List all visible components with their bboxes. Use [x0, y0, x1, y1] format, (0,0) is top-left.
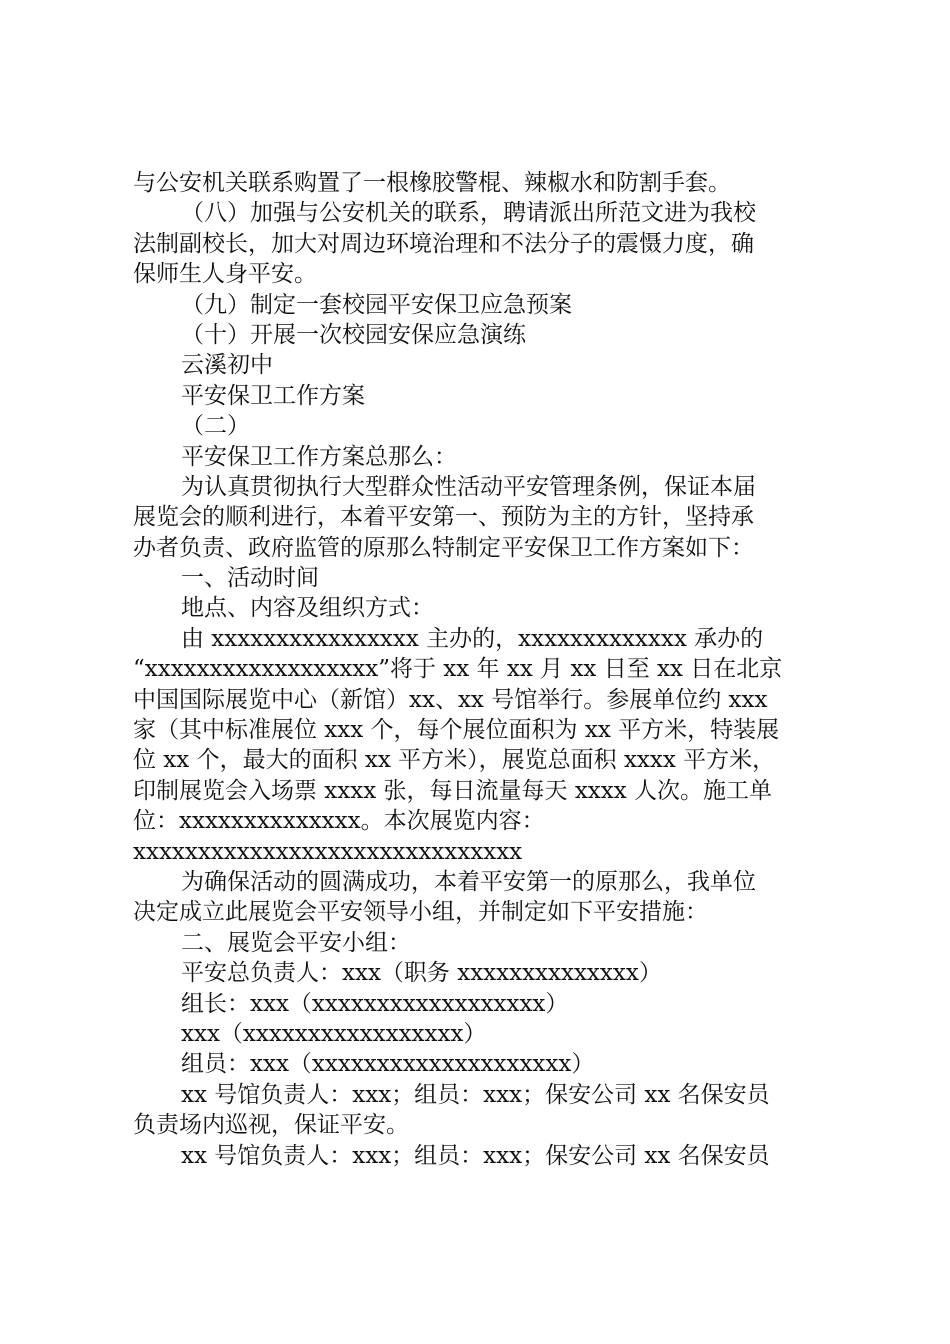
text-line: （二） [181, 413, 250, 440]
text-line: 展览会的顺利进行，本着平安第一、预防为主的方针，坚持承 [133, 504, 754, 531]
text-line: 与公安机关联系购置了一根橡胶警棍、辣椒水和防割手套。 [133, 170, 731, 196]
text-line: 家（其中标准展位 xxx 个，每个展位面积为 xx 平方米，特装展 [133, 717, 780, 744]
text-line: 保师生人身平安。 [133, 261, 317, 288]
text-line: （十）开展一次校园安保应急演练 [181, 321, 526, 348]
text-line: “xxxxxxxxxxxxxxxxxx”将于 xx 年 xx 月 xx 日至 xx 日在北京 [133, 656, 783, 683]
text-line: 一、活动时间 [181, 565, 319, 592]
text-line: 组长：xxx（xxxxxxxxxxxxxxxxxx） [181, 990, 569, 1017]
text-line: 地点、内容及组织方式： [181, 595, 434, 622]
text-line: 二、展览会平安小组： [181, 929, 411, 956]
text-line: xx 号馆负责人：xxx；组员：xxx；保安公司 xx 名保安员 [181, 1142, 770, 1169]
text-line: 法制副校长，加大对周边环境治理和不法分子的震慑力度，确 [133, 230, 754, 257]
text-line: 平安保卫工作方案 [181, 382, 365, 409]
text-line: 印制展览会入场票 xxxx 张，每日流量每天 xxxx 人次。施工单 [133, 777, 773, 804]
text-line: 为确保活动的圆满成功，本着平安第一的原那么，我单位 [181, 868, 756, 895]
text-line: 办者负责、政府监管的原那么特制定平安保卫工作方案如下： [133, 534, 754, 561]
text-line: xx 号馆负责人：xxx；组员：xxx；保安公司 xx 名保安员 [181, 1081, 770, 1108]
text-line: xxx（xxxxxxxxxxxxxxxxx） [181, 1020, 487, 1047]
text-line: 负责场内巡视，保证平安。 [133, 1112, 409, 1139]
text-line: 组员：xxx（xxxxxxxxxxxxxxxxxxxx） [181, 1051, 595, 1078]
document-body [133, 168, 823, 1171]
text-line: （九）制定一套校园平安保卫应急预案 [181, 291, 572, 318]
text-line: 平安保卫工作方案总那么： [181, 443, 457, 470]
text-line: 由 xxxxxxxxxxxxxxxx 主办的，xxxxxxxxxxxxx 承办的 [181, 625, 764, 652]
text-line: （八）加强与公安机关的联系，聘请派出所范文进为我校 [181, 200, 756, 227]
text-line: 为认真贯彻执行大型群众性活动平安管理条例，保证本届 [181, 473, 756, 500]
text-line: xxxxxxxxxxxxxxxxxxxxxxxxxxxxxx [133, 838, 523, 865]
text-line: 中国国际展览中心（新馆）xx、xx 号馆举行。参展单位约 xxx [133, 686, 768, 713]
text-line: 平安总负责人：xxx（职务 xxxxxxxxxxxxxx） [181, 960, 662, 987]
text-line: 位：xxxxxxxxxxxxxx。本次展览内容： [133, 808, 545, 835]
text-line: 位 xx 个，最大的面积 xx 平方米），展览总面积 xxxx 平方米， [133, 747, 776, 774]
text-line: 决定成立此展览会平安领导小组，并制定如下平安措施： [133, 899, 708, 926]
text-line: 云溪初中 [181, 352, 273, 379]
